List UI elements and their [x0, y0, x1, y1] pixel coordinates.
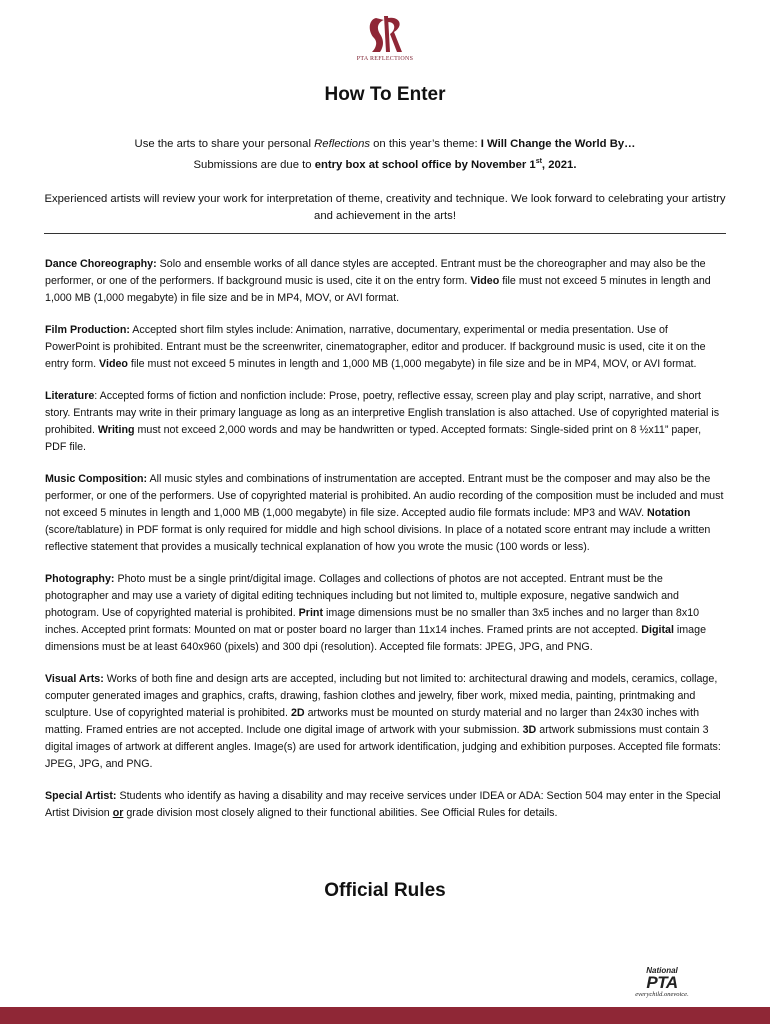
category-label: Music Composition: [45, 473, 148, 485]
category-bold: 3D [522, 724, 537, 736]
category-bold: Notation [647, 507, 691, 519]
category-bold: or [112, 807, 124, 819]
category-visual-arts [45, 671, 724, 773]
category-special-artist [45, 788, 724, 822]
category-text: : Accepted forms of fiction and nonfiction include: Prose, poetry, reflective essay, screen play and play script, narrative, and short story. Entrants may write in their primary language as long as an interpretive English translation is also attached. Use of copyrighted material is prohibited. [45, 390, 720, 436]
category-label: Dance Choreography: [45, 258, 157, 270]
category-label: Special Artist: [45, 790, 117, 802]
category-dance [45, 256, 724, 307]
theme-line-text: on this year’s theme: [370, 138, 481, 150]
category-label: Visual Arts: [45, 673, 104, 685]
page-title: How To Enter [324, 84, 446, 105]
theme-line-text: Use the arts to share your personal [134, 138, 315, 150]
pta-national-text: National [646, 966, 678, 975]
pta-tagline: everychild.onevoice. [635, 991, 689, 998]
category-text: (score/tablature) in PDF format is only required for middle and high school divisions. In place of a notated score entrant may include a written reflective statement that provides a musically technical explanation of how you wrote the music (100 words or less). [45, 524, 711, 553]
category-text: artworks must be mounted on sturdy material and no larger than 24x30 inches with matting. Framed entries are not accepted. Include one digital image of artwork with your submission. [45, 707, 700, 736]
review-line: Experienced artists will review your work for interpretation of theme, creativity and technique. We look forward to celebrating your artistry and achievement in the arts! [44, 192, 726, 222]
category-text: Students who identify as having a disability and may receive services under IDEA or ADA: Section 504 may enter in the Special Artist Division [45, 790, 721, 819]
category-photography [45, 571, 724, 656]
category-bold: Digital [641, 624, 674, 636]
due-date-year: , 2021. [541, 158, 577, 171]
category-bold: Video [470, 275, 500, 287]
category-text: image dimensions must be no smaller than 3x5 inches and no larger than 8x10 inches. Accepted print formats: Mounted on mat or poster board no larger than 11x14 inches. Framed prints are not accepted. [45, 607, 700, 636]
pta-mark: PTA [646, 973, 678, 992]
theme-name: I Will Change the World By… [480, 138, 636, 150]
reflections-logo [355, 12, 415, 66]
category-text: file must not exceed 5 minutes in length and 1,000 MB (1,000 megabyte) in file size and be in MP4, MOV, or AVI format. [127, 358, 697, 370]
due-line-text: Submissions are due to [193, 158, 315, 171]
footer-bar [0, 1007, 770, 1024]
category-list [45, 256, 724, 837]
due-date [315, 159, 577, 171]
due-date-text: entry box at school office by November 1 [314, 158, 536, 171]
category-bold: Writing [97, 424, 135, 436]
category-label: Literature [45, 390, 95, 402]
category-music [45, 471, 724, 556]
theme-line [40, 136, 730, 153]
intro [40, 136, 730, 225]
category-text: file must not exceed 5 minutes in length and 1,000 MB (1,000 megabyte) in file size and be in MP4, MOV, or AVI format. [45, 275, 711, 304]
category-label: Film Production: [45, 324, 130, 336]
reflections-italic: Reflections [314, 138, 371, 150]
category-label: Photography: [45, 573, 115, 585]
due-line [40, 153, 730, 174]
due-date-sup: st [535, 158, 542, 165]
category-text: must not exceed 2,000 words and may be handwritten or typed. Accepted formats: Single-sided print on 8 ½x11” paper, PDF file. [45, 424, 702, 453]
divider [44, 233, 726, 234]
category-text: grade division most closely aligned to their functional abilities. See Official Rules for details. [123, 807, 558, 819]
category-bold: 2D [290, 707, 305, 719]
logo-caption: PTA REFLECTIONS [356, 56, 414, 62]
category-literature [45, 388, 724, 456]
national-pta-logo [622, 966, 702, 1002]
category-bold: Video [99, 358, 128, 370]
category-text: artwork submissions must contain 3 digital images of artwork at different angles. Image(s) are used for artwork identification, judging and exhibition purposes. Accepted file formats: JPEG, JPG, and PNG. [45, 724, 721, 770]
reflections-r-logo-icon [360, 12, 410, 56]
category-bold: Print [298, 607, 324, 619]
official-rules-heading: Official Rules [324, 880, 446, 901]
category-text: Solo and ensemble works of all dance styles are accepted. Entrant must be the choreographer and may also be the performer, or one of the performers. If background music is used, cite it on the entry form. [45, 258, 706, 287]
category-text: Accepted short film styles include: Animation, narrative, documentary, experimental or media presentation. Use of PowerPoint is prohibited. Entrant must be the screenwriter, cinematographer, editor and producer. If background music is used, cite it on the entry form. [45, 324, 706, 370]
category-text: Photo must be a single print/digital image. Collages and collections of photos are not accepted. Entrant must be the photographer and may use a variety of digital editing techniques including but not limited to, multiple exposure, negative sandwich and photogram. Use of copyrighted material is prohibited. [45, 573, 679, 619]
category-text: Works of both fine and design arts are accepted, including but not limited to: architectural drawing and models, ceramics, collage, computer generated images and graphics, crafts, drawing, fashion clothes and jewelry, fiber work, mixed media, painting, printmaking and sculpture. Use of copyrighted material is prohibited. [45, 673, 718, 719]
category-film [45, 322, 724, 373]
category-text: All music styles and combinations of instrumentation are accepted. Entrant must be the composer and may also be the performer, or one of the performers. Use of copyrighted material is prohibited. An audio recording of the composition must be included and must not exceed 5 minutes in length and 1,000 MB (1,000 megabyte) in file size. Accepted audio file formats include: MP3 and WAV. [45, 473, 724, 519]
category-text: image dimensions must be at least 640x960 (pixels) and 300 dpi (resolution). Accepted file formats: JPEG, JPG, and PNG. [45, 624, 707, 653]
